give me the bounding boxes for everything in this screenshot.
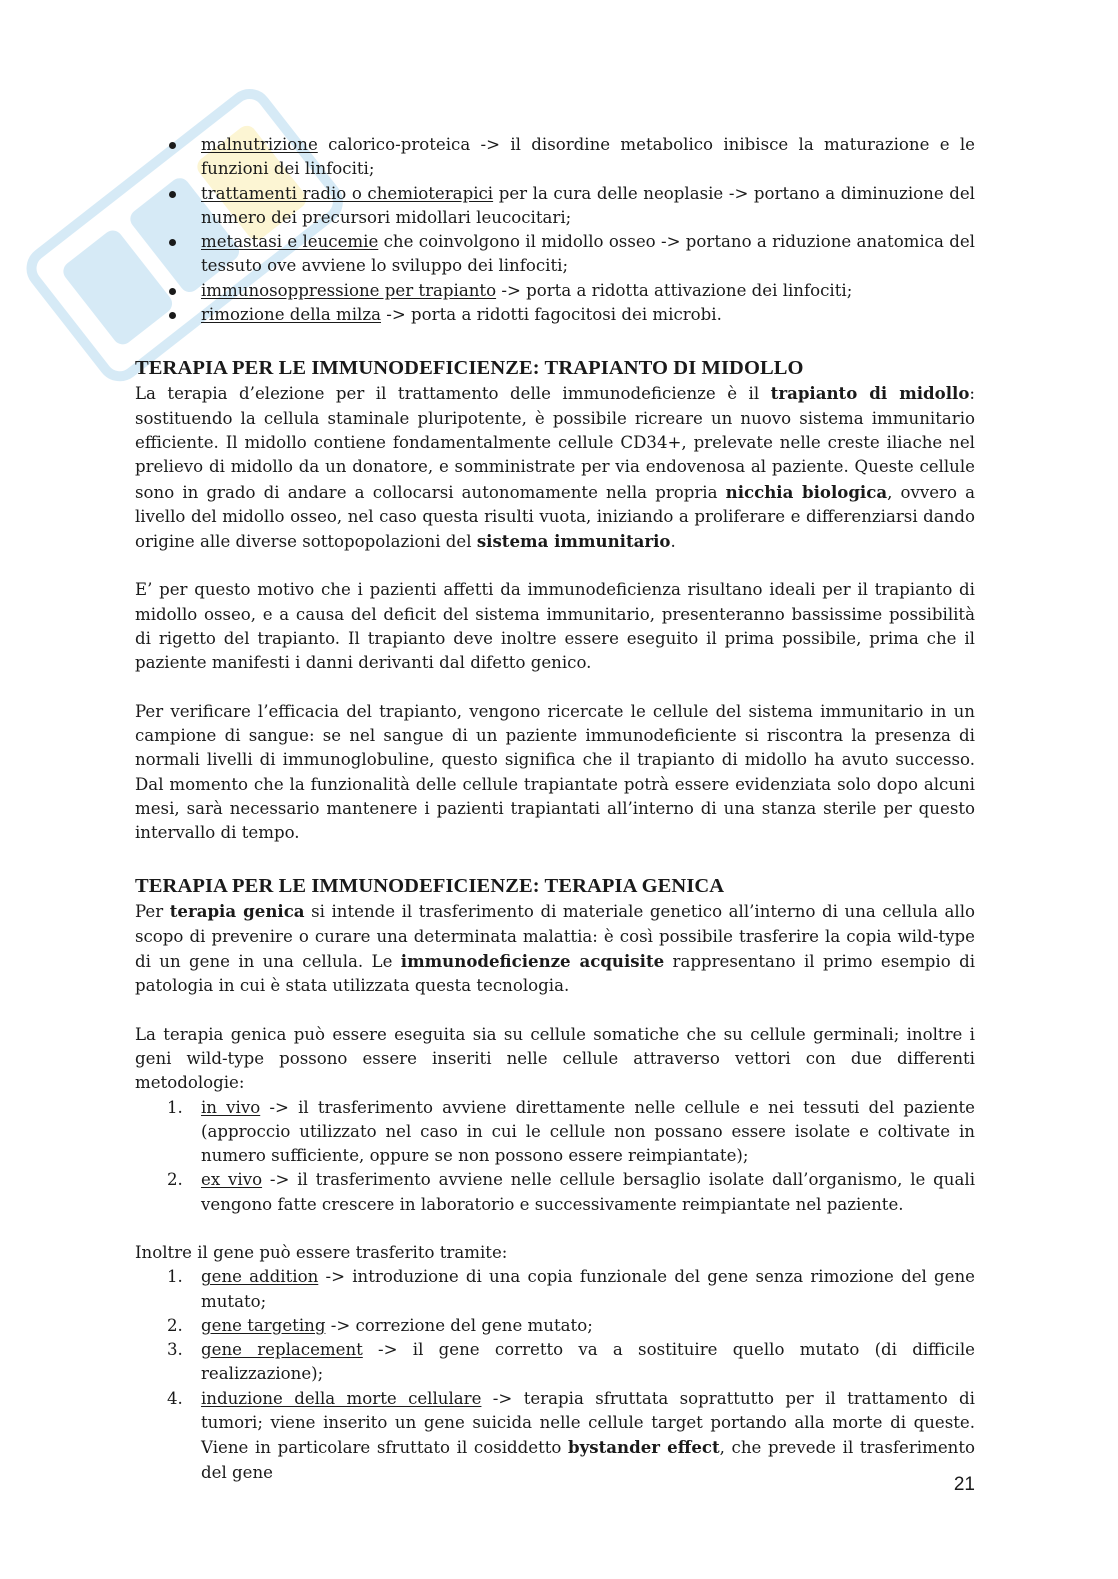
list-item bbox=[135, 182, 975, 231]
underlined-term: in vivo bbox=[201, 1097, 261, 1117]
section-heading-terapia-genica: TERAPIA PER LE IMMUNODEFICIENZE: TERAPIA GENICA bbox=[135, 875, 725, 898]
underlined-term: gene targeting bbox=[201, 1315, 326, 1335]
list-item-text: -> porta a ridotta attivazione dei linfociti; bbox=[496, 280, 853, 300]
underlined-term: immunosoppressione per trapianto bbox=[201, 280, 497, 300]
section-heading-trapianto: TERAPIA PER LE IMMUNODEFICIENZE: TRAPIANTO DI MIDOLLO bbox=[135, 357, 804, 380]
list-item-text: per la cura delle neoplasie -> portano a diminuzione del numero dei precursori midollari leucocitari; bbox=[201, 183, 975, 227]
list-item: 1. gene addition -> introduzione di una copia funzionale del gene senza rimozione del gene mutato; bbox=[167, 1267, 975, 1311]
list-item bbox=[135, 279, 975, 303]
underlined-term: malnutrizione bbox=[201, 135, 318, 154]
transfer-list bbox=[135, 1265, 975, 1485]
list-item: 2. ex vivo -> il trasferimento avviene nelle cellule bersaglio isolate dall’organismo, le quali vengono fatte crescere in laboratorio e successivamente reimpiantate nel paziente. bbox=[167, 1170, 976, 1214]
paragraph: Inoltre il gene può essere trasferito tramite: bbox=[135, 1242, 508, 1262]
bullet-icon bbox=[169, 142, 176, 149]
paragraph: La terapia d’elezione per il trattamento delle immunodeficienze è il trapianto di midollo: sostituendo la cellula staminale pluripotente, è possibile ricreare un nuovo sistema immunitario efficiente. Il midollo contiene fondamentalmente cellule CD34+, prelevate nelle creste iliache nel prelievo di midollo da un donatore, e somministrate per via endovenosa al paziente. Queste cellule sono in grado di andare a collocarsi autonomamente nella propria nicchia biologica, ovvero a livello del midollo osseo, nel caso questa risulti vuota, iniziando a proliferare e differenziarsi dando origine alle diverse sottopopolazioni del sistema immunitario. bbox=[135, 383, 975, 552]
list-item bbox=[135, 230, 975, 279]
list-item-text: -> porta a ridotti fagocitosi dei microbi. bbox=[381, 305, 722, 325]
underlined-term: metastasi e leucemie bbox=[201, 232, 379, 252]
underlined-term: rimozione della milza bbox=[201, 305, 381, 325]
methods-list bbox=[135, 1096, 975, 1217]
list-item bbox=[135, 133, 975, 182]
paragraph: Per verificare l’efficacia del trapianto, vengono ricercate le cellule del sistema immunitario in un campione di sangue: se nel sangue di un paziente immunodeficiente si riscontra la presenza di normali livelli di immunoglobuline, questo significa che il trapianto di midollo ha avuto successo. Dal momento che la funzionalità delle cellule trapiantate potrà essere evidenziata solo dopo alcuni mesi, sarà necessario mantenere i pazienti trapiantati all’interno di una stanza sterile per questo intervallo di tempo. bbox=[135, 701, 975, 843]
bullet-icon bbox=[169, 239, 176, 246]
list-item-text: calorico-proteica -> il disordine metabolico inibisce la maturazione e le funzioni dei linfociti; bbox=[201, 135, 975, 179]
page-number: 21 bbox=[953, 1474, 975, 1495]
list-item: 1. in vivo -> il trasferimento avviene direttamente nelle cellule e nei tessuti del paziente (approccio utilizzato nel caso in cui le cellule non possano essere isolate e coltivate in numero sufficiente, oppure se non possono essere reimpiantate); bbox=[167, 1097, 975, 1166]
list-item bbox=[135, 303, 975, 327]
underlined-term: gene replacement bbox=[201, 1340, 363, 1360]
causes-list bbox=[135, 133, 975, 327]
bullet-icon bbox=[169, 191, 176, 198]
underlined-term: induzione della morte cellulare bbox=[201, 1388, 482, 1408]
underlined-term: gene addition bbox=[201, 1267, 319, 1287]
list-item: 4. induzione della morte cellulare -> terapia sfruttata soprattutto per il trattamento di tumori; viene inserito un gene suicida nelle cellule target portando alla morte di queste. Viene in particolare sfruttato il cosiddetto bystander effect, che prevede il trasferimento del gene bbox=[167, 1388, 975, 1482]
paragraph: Per terapia genica si intende il trasferimento di materiale genetico all’interno di una cellula allo scopo di prevenire o curare una determinata malattia: è così possibile trasferire la copia wild-type di un gene in una cellula. Le immunodeficienze acquisite rappresentano il primo esempio di patologia in cui è stata utilizzata questa tecnologia. bbox=[135, 901, 976, 996]
underlined-term: trattamenti radio o chemioterapici bbox=[201, 183, 494, 203]
paragraph: La terapia genica può essere eseguita sia su cellule somatiche che su cellule germinali; inoltre i geni wild-type possono essere inseriti nelle cellule attraverso vettori con due differenti metodologie: bbox=[135, 1024, 975, 1093]
bullet-icon bbox=[169, 288, 176, 295]
bullet-icon bbox=[169, 312, 176, 319]
paragraph: E’ per questo motivo che i pazienti affetti da immunodeficienza risultano ideali per il trapianto di midollo osseo, e a causa del deficit del sistema immunitario, presenteranno bassissime possibilità di rigetto del trapianto. Il trapianto deve inoltre essere eseguito il prima possibile, prima che il paziente manifesti i danni derivanti dal difetto genico. bbox=[135, 580, 975, 673]
underlined-term: ex vivo bbox=[201, 1170, 263, 1190]
list-item-text: che coinvolgono il midollo osseo -> portano a riduzione anatomica del tessuto ove avviene lo sviluppo dei linfociti; bbox=[201, 232, 975, 276]
page-content bbox=[135, 133, 975, 1485]
list-item: 2. gene targeting -> correzione del gene mutato; bbox=[167, 1315, 593, 1335]
list-item: 3. gene replacement -> il gene corretto va a sostituire quello mutato (di difficile realizzazione); bbox=[167, 1340, 975, 1384]
